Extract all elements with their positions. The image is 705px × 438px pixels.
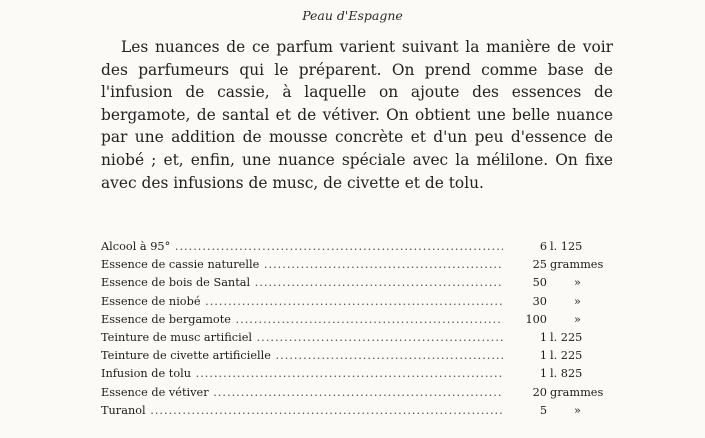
ingredient-name: Essence de bergamote ..... <box>101 311 503 329</box>
ingredient-unit: l. 225 <box>550 349 583 363</box>
recipe-row <box>101 256 613 274</box>
recipe-row <box>101 311 613 329</box>
recipe-row <box>101 384 613 402</box>
ingredient-name: Teinture de musc artificiel ..... <box>101 329 503 347</box>
ingredient-name: Essence de cassie naturelle ..... <box>101 256 503 274</box>
ingredient-amount: 100 <box>525 312 547 326</box>
ingredient-amount: 1 <box>539 349 547 363</box>
ingredient-name: Essence de niobé ..... <box>101 293 503 311</box>
ingredient-amount: 1 <box>539 330 547 344</box>
ingredient-amount: 50 <box>532 276 547 290</box>
ingredient-name: Alcool à 95° ..... <box>101 238 503 256</box>
ingredient-unit: » <box>574 312 581 326</box>
ingredient-unit: » <box>574 294 581 308</box>
ingredient-name: Teinture de civette artificielle ..... <box>101 347 503 365</box>
recipe-table <box>101 238 613 420</box>
ingredient-unit: l. 125 <box>550 240 583 253</box>
ingredient-amount: 25 <box>532 258 547 272</box>
recipe-row <box>101 274 613 292</box>
recipe-row <box>101 365 613 383</box>
recipe-row <box>101 238 613 256</box>
ingredient-name: Essence de bois de Santal ..... <box>101 274 503 292</box>
ingredient-unit: » <box>574 403 581 417</box>
ingredient-amount: 6 <box>539 240 547 253</box>
ingredient-amount: 5 <box>539 403 547 417</box>
ingredient-unit: grammes <box>550 258 604 272</box>
ingredient-name: Essence de vétiver ..... <box>101 384 503 402</box>
ingredient-amount: 20 <box>532 385 547 399</box>
recipe-row <box>101 347 613 365</box>
ingredient-unit: l. 825 <box>550 367 583 381</box>
ingredient-name: Turanol ..... <box>101 402 503 420</box>
description-paragraph: Les nuances de ce parfum varient suivant la manière de voir des parfumeurs qui le préparent. On prend comme base de l'infusion de cassie, à laquelle on ajoute des essences de bergamote, de santal et de vétiver. On obtient une belle nuance par une addition de mousse concrète et d'un peu d'essence de niobé ; et, enfin, une nuance spéciale avec la mélilone. On fixe avec des infusions de musc, de civette et de tolu. <box>101 38 613 192</box>
ingredient-unit: grammes <box>550 385 604 399</box>
ingredient-name: Infusion de tolu ..... <box>101 365 503 383</box>
ingredient-amount: 30 <box>532 294 547 308</box>
recipe-row <box>101 402 613 420</box>
ingredient-unit: » <box>574 276 581 290</box>
recipe-row <box>101 293 613 311</box>
ingredient-amount: 1 <box>539 367 547 381</box>
section-title: Peau d'Espagne <box>302 8 403 23</box>
recipe-row <box>101 329 613 347</box>
ingredient-unit: l. 225 <box>550 330 583 344</box>
